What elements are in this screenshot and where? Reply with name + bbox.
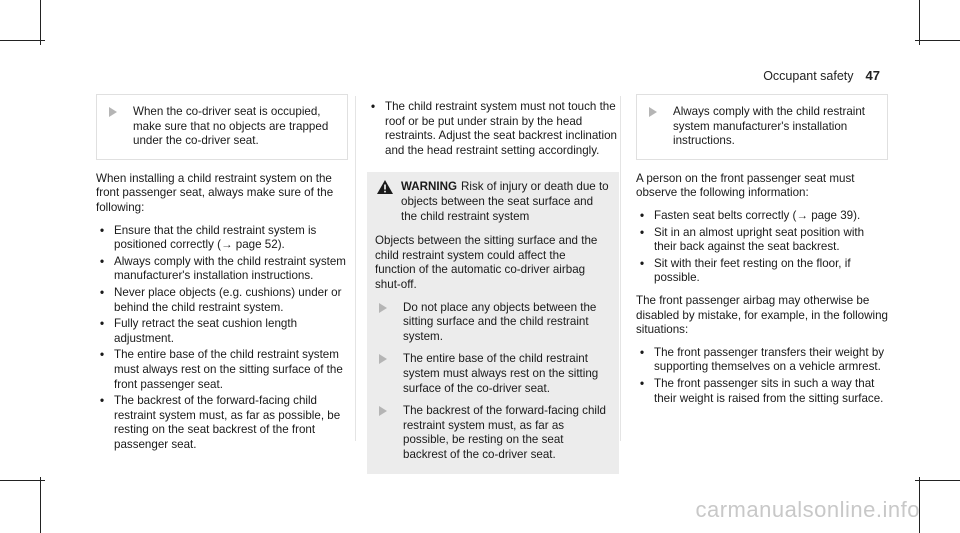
- bullet-icon: •: [640, 208, 645, 222]
- list-item: • The entire base of the child restraint system must always rest on the sitting surface of the front passenger seat.: [100, 348, 343, 391]
- warning-subtitle: Risk of injury or death due to objects between the seat surface and the child restraint system: [401, 180, 609, 223]
- column-divider: [355, 96, 356, 441]
- page-header: [763, 68, 880, 83]
- list-item: • Always comply with the child restraint system manufacturer's installation instructions.: [100, 254, 346, 283]
- crop-mark: [40, 477, 41, 533]
- list-item: • The front passenger transfers their weight by supporting themselves on a vehicle armrest.: [640, 345, 885, 374]
- warning-triangle-icon: [377, 180, 393, 199]
- intro-paragraph: A person on the front passenger seat must observe the following information:: [636, 171, 855, 200]
- bullet-icon: •: [100, 394, 105, 408]
- bullet-icon: •: [640, 256, 645, 270]
- column-middle: [367, 100, 619, 474]
- bullet-list: [636, 346, 888, 406]
- bullet-icon: •: [100, 317, 105, 331]
- list-item: • The child restraint system must not touch the roof or be put under strain by the head restraints. Adjust the seat backrest inclination and the head restraint setting accordingly.: [371, 100, 617, 157]
- arrow-icon: [379, 354, 387, 364]
- bullet-icon: •: [371, 100, 376, 113]
- bullet-list: [636, 209, 888, 286]
- arrow-icon: [379, 406, 387, 416]
- warning-step: The entire base of the child restraint system must always rest on the sitting surface of the co-driver seat.: [375, 352, 609, 396]
- arrow-icon: [649, 107, 657, 117]
- arrow-icon: [379, 303, 387, 313]
- arrow-icon: [109, 107, 117, 117]
- crop-mark: [919, 0, 920, 45]
- bullet-icon: •: [640, 345, 645, 359]
- column-divider: [620, 96, 621, 441]
- instruction-step: When the co-driver seat is occupied, make sure that no objects are trapped under the co-driver seat.: [105, 105, 337, 149]
- watermark: carmanualsonline.info: [695, 497, 920, 522]
- column-left: [96, 94, 348, 460]
- warning-body: Objects between the sitting surface and the child restraint system could affect the function of the automatic co-driver airbag shut-off.: [375, 234, 598, 291]
- instruction-box: [96, 94, 348, 160]
- bullet-icon: •: [100, 223, 105, 237]
- list-item: • Fully retract the seat cushion length adjustment.: [100, 317, 298, 345]
- list-item: • The backrest of the forward-facing child restraint system must, as far as possible, be resting on the seat backrest of the front passenger seat.: [100, 394, 341, 451]
- warning-header: [375, 180, 609, 224]
- list-item: • Sit with their feet resting on the floor, if possible.: [640, 256, 851, 285]
- list-item: • The front passenger sits in such a way that their weight is raised from the sitting surface.: [640, 376, 884, 405]
- instruction-box: [636, 94, 888, 160]
- crop-mark: [40, 0, 41, 45]
- bullet-icon: •: [100, 254, 105, 268]
- paragraph: The front passenger airbag may otherwise be disabled by mistake, for example, in the following situations:: [636, 293, 888, 337]
- warning-title: WARNING: [401, 180, 458, 194]
- bullet-list: [367, 100, 619, 158]
- crop-mark: [0, 40, 45, 41]
- section-title: Occupant safety: [763, 69, 854, 83]
- crop-mark: [0, 480, 45, 481]
- bullet-icon: •: [640, 376, 645, 390]
- instruction-step: Always comply with the child restraint system manufacturer's installation instructions.: [645, 105, 877, 149]
- list-item: • Sit in an almost upright seat position with their back against the seat backrest.: [640, 225, 865, 254]
- crop-mark: [915, 480, 960, 481]
- bullet-icon: •: [100, 348, 105, 362]
- bullet-list: [96, 224, 348, 453]
- bullet-icon: •: [100, 285, 105, 299]
- intro-paragraph: When installing a child restraint system on the front passenger seat, always make sure of the following:: [96, 171, 334, 214]
- page-number: 47: [865, 68, 880, 83]
- warning-step: Do not place any objects between the sitting surface and the child restraint system.: [375, 301, 609, 345]
- column-right: [636, 94, 888, 414]
- warning-step: The backrest of the forward-facing child restraint system must, as far as possible, be resting on the seat backrest of the co-driver seat.: [375, 404, 609, 462]
- list-item: • Fasten seat belts correctly (→ page 39).: [640, 208, 861, 222]
- crop-mark: [915, 40, 960, 41]
- list-item: • Never place objects (e.g. cushions) under or behind the child restraint system.: [100, 285, 342, 314]
- warning-box: [367, 172, 619, 474]
- list-item: • Ensure that the child restraint system is positioned correctly (→ page 52).: [100, 223, 317, 252]
- bullet-icon: •: [640, 225, 645, 239]
